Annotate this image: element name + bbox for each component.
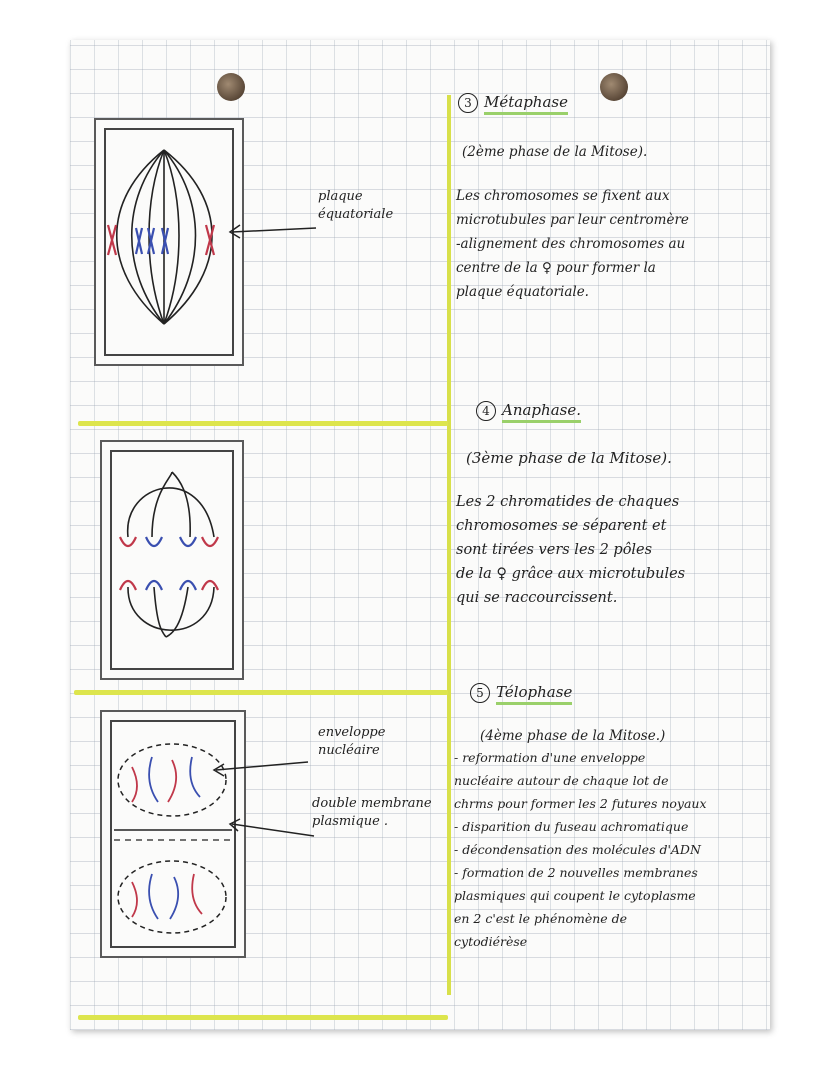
section-divider-3 <box>78 1015 448 1020</box>
text-line: -alignement des chromosomes au <box>456 236 686 252</box>
text-line: chromosomes se séparent et <box>456 518 667 534</box>
margin-line <box>447 95 451 995</box>
section-subtitle-anaphase: (3ème phase de la Mitose). <box>466 449 672 467</box>
metaphase-diagram <box>94 118 244 366</box>
text-line: en 2 c'est le phénomène de <box>454 911 628 926</box>
section-divider-2 <box>74 690 448 695</box>
section-subtitle-metaphase: (2ème phase de la Mitose). <box>462 144 648 160</box>
text-line: cytodiérèse <box>454 934 528 949</box>
text-line: qui se raccourcissent. <box>456 590 618 606</box>
binder-hole-left <box>217 73 245 101</box>
text-line: microtubules par leur centromère <box>456 212 689 228</box>
text-line: Les chromosomes se fixent aux <box>456 188 670 204</box>
section-subtitle-telophase: (4ème phase de la Mitose.) <box>480 728 666 744</box>
annotation-enveloppe-nucleaire: enveloppe nucléaire <box>318 725 386 758</box>
telophase-diagram <box>100 710 246 958</box>
text-line: - disparition du fuseau achromatique <box>454 819 689 834</box>
text-line: centre de la ♀ pour former la <box>456 260 656 276</box>
annotation-plaque-equatoriale: plaque équatoriale <box>318 189 394 222</box>
section-body-telophase <box>454 746 707 953</box>
text-line: chrms pour former les 2 futures noyaux <box>454 796 707 811</box>
text-line: - formation de 2 nouvelles membranes <box>454 865 698 880</box>
text-line: - décondensation des molécules d'ADN <box>454 842 701 857</box>
binder-hole-right <box>600 73 628 101</box>
text-line: nucléaire autour de chaque lot de <box>454 773 669 788</box>
arrow-plaque <box>226 212 318 242</box>
text-line: plaque équatoriale. <box>456 284 589 300</box>
section-title-anaphase: 4 Anaphase. <box>476 398 581 422</box>
section-title-telophase: 5 Télophase <box>470 680 572 704</box>
arrow-enveloppe <box>210 756 310 778</box>
section-body-anaphase <box>456 490 685 610</box>
section-divider-1 <box>78 421 448 426</box>
text-line: sont tirées vers les 2 pôles <box>456 542 653 558</box>
text-line: plasmiques qui coupent le cytoplasme <box>454 888 696 903</box>
section-body-metaphase <box>456 184 689 304</box>
section-title-metaphase: 3 Métaphase <box>458 90 568 114</box>
arrow-membrane <box>226 816 316 840</box>
anaphase-diagram <box>100 440 244 680</box>
annotation-double-membrane: double membrane plasmique . <box>312 796 432 829</box>
text-line: - reformation d'une enveloppe <box>454 750 646 765</box>
text-line: Les 2 chromatides de chaques <box>456 494 680 510</box>
text-line: de la ♀ grâce aux microtubules <box>456 566 686 582</box>
